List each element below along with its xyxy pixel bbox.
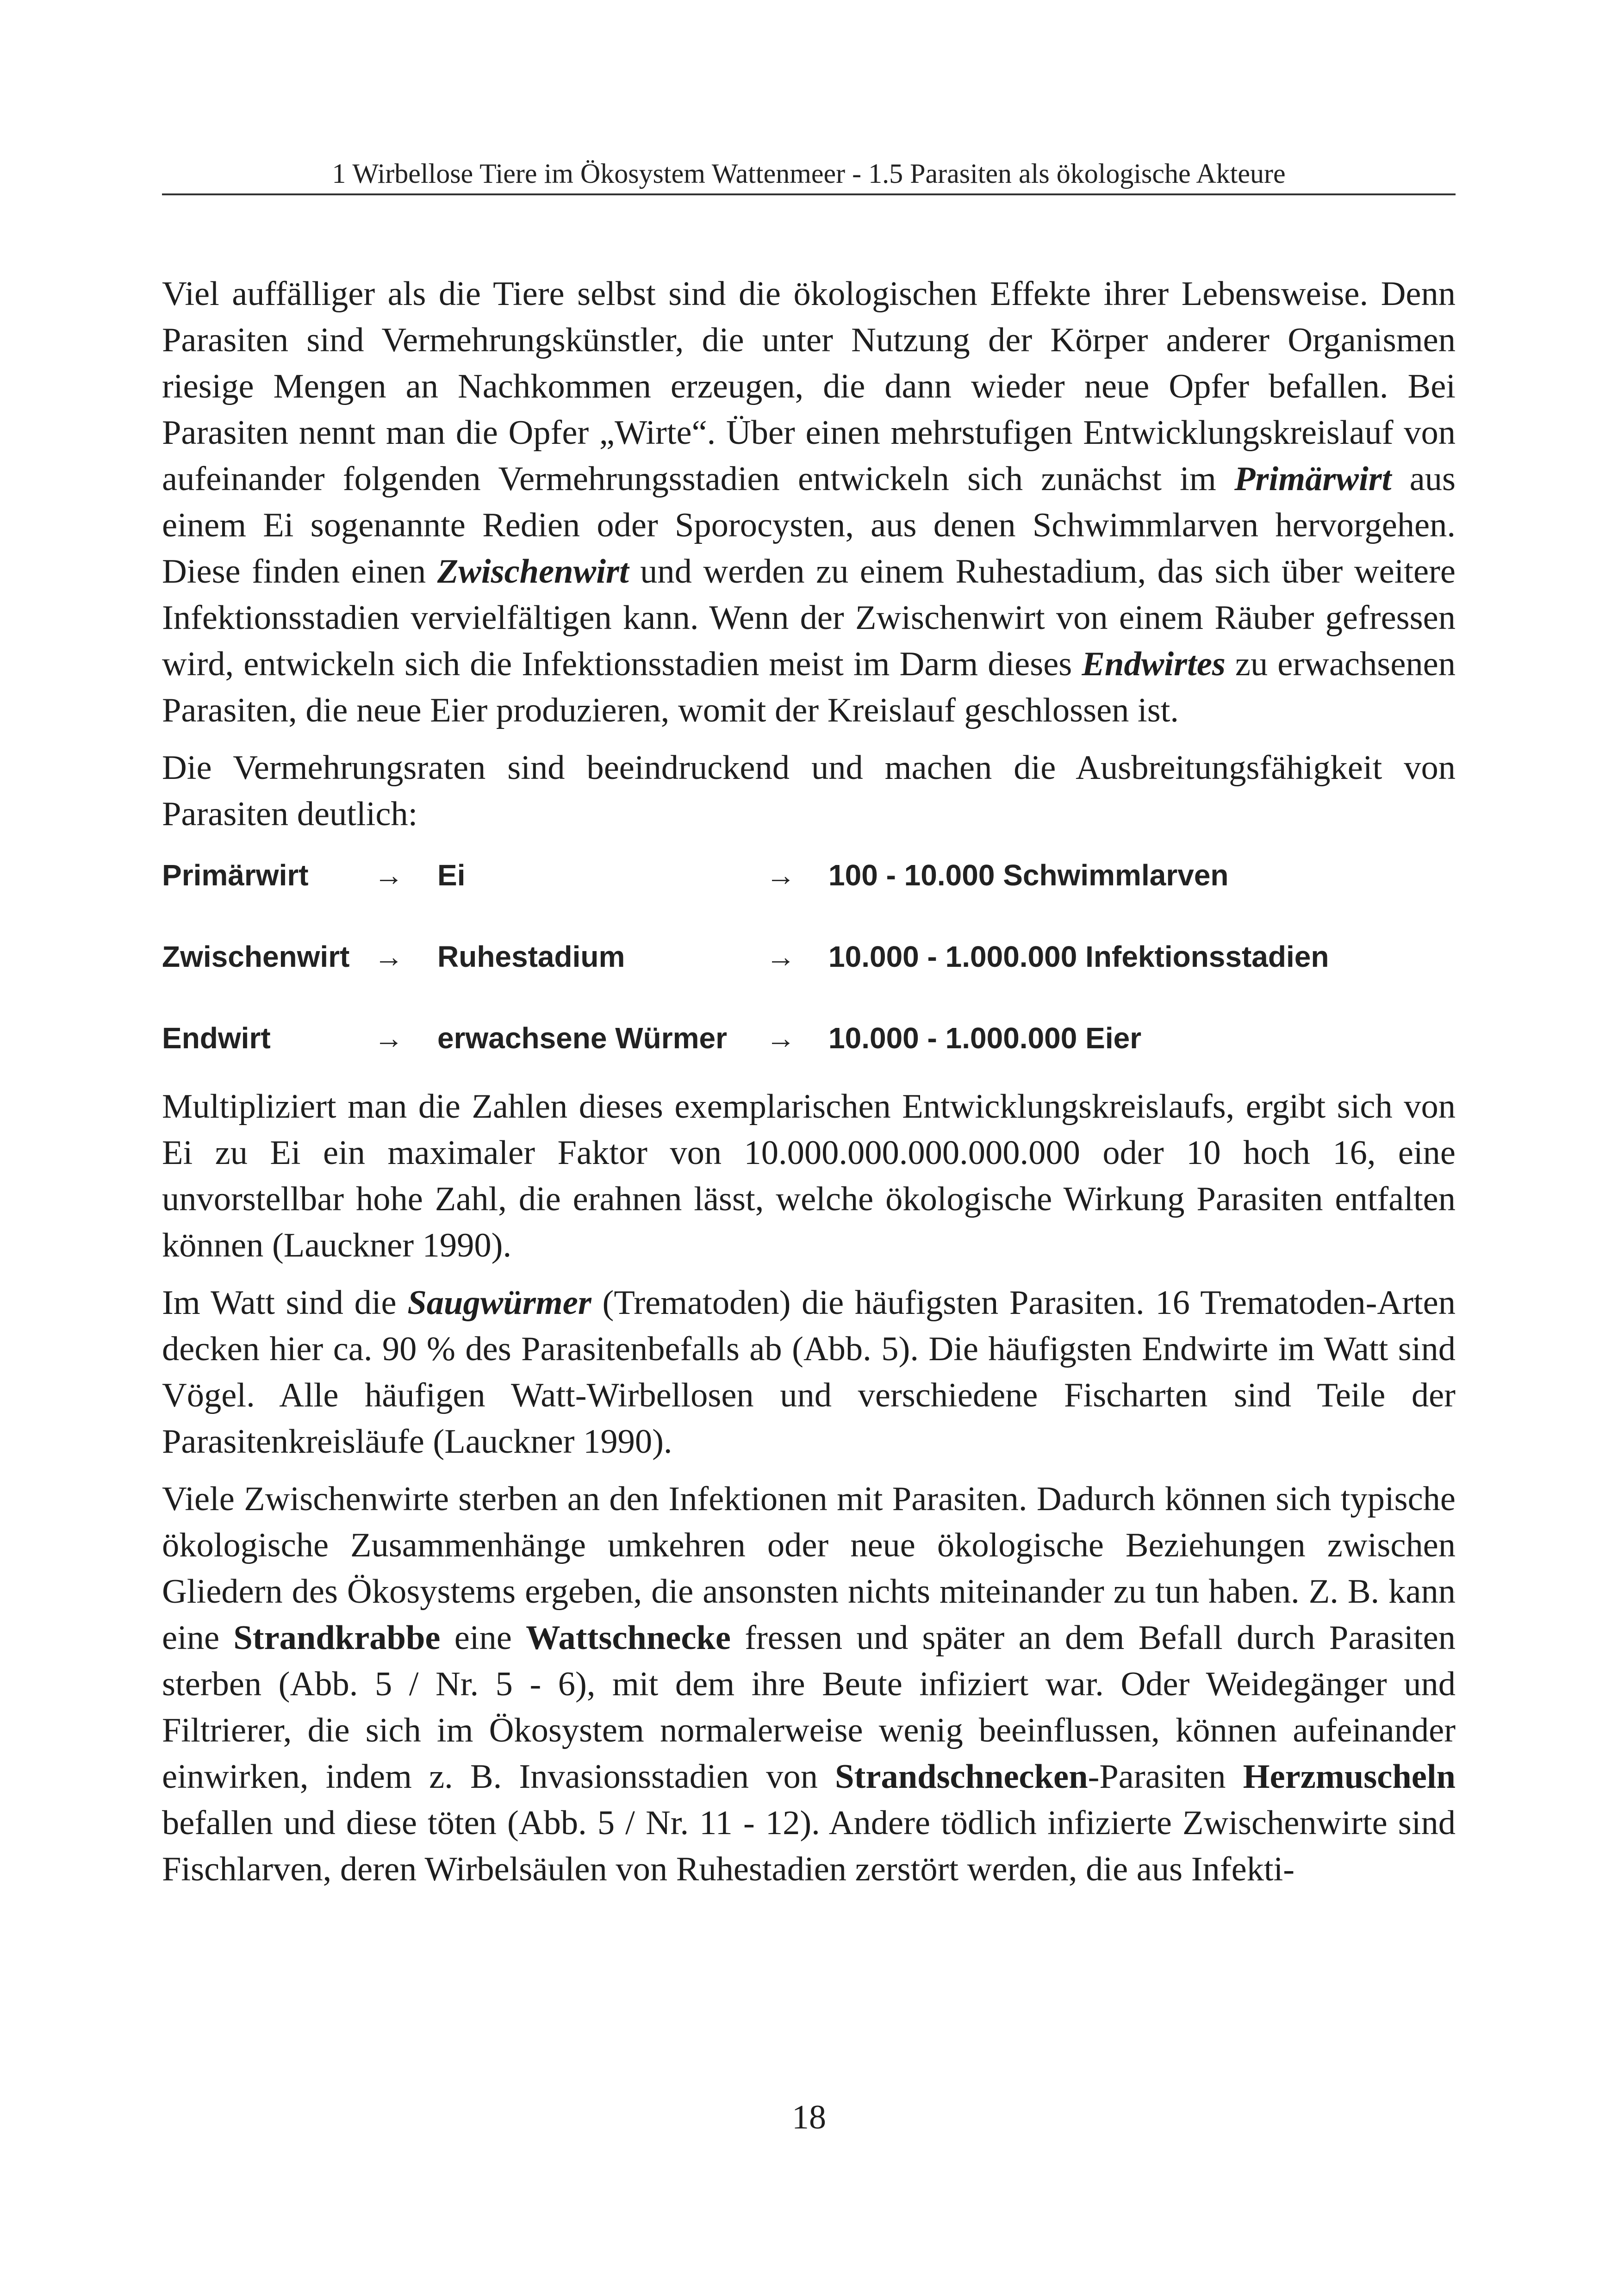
arrow-right-icon: → [374,1021,404,1055]
text: Viel auffälliger als die Tiere selbst sind die ökologischen Effekte ihrer Lebensweise. Denn Parasiten sind Vermehrungskünstler, die unter Nutzung der Körper anderer Organismen riesige Mengen an Nachkommen erzeugen, die dann wieder neue Opfer befallen. Bei Parasiten nennt man die Opfer „Wirte“. Über einen mehrstufigen Entwicklungskreislauf von aufeinander folgenden Vermehrungsstadien entwickeln sich zunächst im [162,275,1456,498]
arrow-right-icon: → [374,940,404,973]
stage-cell: Ruhestadium [437,940,625,973]
page-number: 18 [792,2098,826,2136]
text: (Trematoden) die häufigsten Parasiten. 16 Trematoden-Arten decken hier ca. 90 % des Parasitenbefalls ab (Abb. 5). Die häufigsten Endwirte im Watt sind Vögel. Alle häufigen Watt-Wirbellosen und verschiedene Fischarten sind Teile der Parasitenkreisläufe (Lauckner 1990). [162,1284,1456,1461]
text: -Parasiten [1088,1758,1243,1796]
result-cell: 10.000 - 1.000.000 Eier [828,1021,1142,1055]
paragraph-life-cycle [162,271,1456,734]
term-strandkrabbe: Strandkrabbe [233,1619,441,1657]
text: und werden zu einem Ruhestadium, das sich über weitere Infektionsstadien vervielfältigen kann. Wenn der Zwischenwirt von einem Räuber gefressen wird, entwickeln sich die Infektionsstadien meist im Darm dieses [162,553,1456,683]
host-cell: Primärwirt [162,859,309,892]
arrow-right-icon: → [766,1021,796,1055]
arrow-right-icon: → [374,859,404,892]
text: Viele Zwischenwirte sterben an den Infektionen mit Parasiten. Dadurch können sich typische ökologische Zusammenhänge umkehren oder neue ökologische Beziehungen zwischen Gliedern des Ökosystems ergeben, die ansonsten nichts miteinander zu tun haben. Z. B. kann eine [162,1480,1456,1657]
term-saugwuermer: Saugwürmer [407,1284,591,1322]
term-endwirt: Endwirtes [1082,645,1226,683]
paragraph-multiplication: Multipliziert man die Zahlen dieses exemplarischen Entwicklungskreislaufs, ergibt sich von Ei zu Ei ein maximaler Faktor von 10.000.000.000.000.000 oder 10 hoch 16, eine unvorstellbar hohe Zahl, die erahnen lässt, welche ökologische Wirkung Parasiten entfalten können (Lauckner 1990). [162,1088,1456,1264]
text: eine [440,1619,526,1657]
text: befallen und diese töten (Abb. 5 / Nr. 11 - 12). Andere tödlich infizierte Zwischenwirte sind Fischlarven, deren Wirbelsäulen von Ruhestadien zerstört werden, die aus Infekti- [162,1804,1456,1888]
running-header: 1 Wirbellose Tiere im Ökosystem Wattenmeer - 1.5 Parasiten als ökologische Akteure [332,158,1286,189]
text: fressen und später an dem Befall durch Parasiten sterben (Abb. 5 / Nr. 5 - 6), mit dem ihre Beute infiziert war. Oder Weidegänger und Filtrierer, die sich im Ökosystem normalerweise wenig beeinflussen, können aufeinander einwirken, indem z. B. Invasionsstadien von [162,1619,1456,1796]
arrow-right-icon: → [766,859,796,892]
table-row [162,933,1456,1015]
term-primaerwirt: Primärwirt [1234,460,1392,498]
text: aus einem Ei sogenannte Redien oder Sporocysten, aus denen Schwimmlarven hervorgehen. Diese finden einen [162,460,1456,591]
result-cell: 10.000 - 1.000.000 Infektionsstadien [828,940,1329,973]
table-row [162,1015,1456,1061]
stage-cell: Ei [437,859,466,892]
stage-cell: erwachsene Würmer [437,1021,728,1055]
host-cell: Endwirt [162,1021,271,1055]
term-strandschnecken: Strandschnecken [835,1758,1088,1796]
paragraph-reproduction-rates: Die Vermehrungsraten sind beeindruckend und machen die Ausbreitungsfähigkeit von Parasiten deutlich: [162,749,1456,833]
reproduction-table [162,852,1456,1061]
result-cell: 100 - 10.000 Schwimmlarven [828,859,1229,892]
text: zu erwachsenen Parasiten, die neue Eier produzieren, womit der Kreislauf geschlossen ist. [162,645,1456,729]
paragraph-trematodes [162,1280,1456,1465]
text: Im Watt sind die [162,1284,408,1322]
term-zwischenwirt: Zwischenwirt [437,553,629,591]
header-rule [162,193,1456,195]
paragraph-ecological-effects [162,1476,1456,1892]
page-body [162,271,1456,1892]
table-row [162,852,1456,933]
arrow-right-icon: → [766,940,796,973]
host-cell: Zwischenwirt [162,940,350,973]
term-herzmuscheln: Herzmuscheln [1243,1758,1456,1796]
term-wattschnecke: Wattschnecke [526,1619,731,1657]
